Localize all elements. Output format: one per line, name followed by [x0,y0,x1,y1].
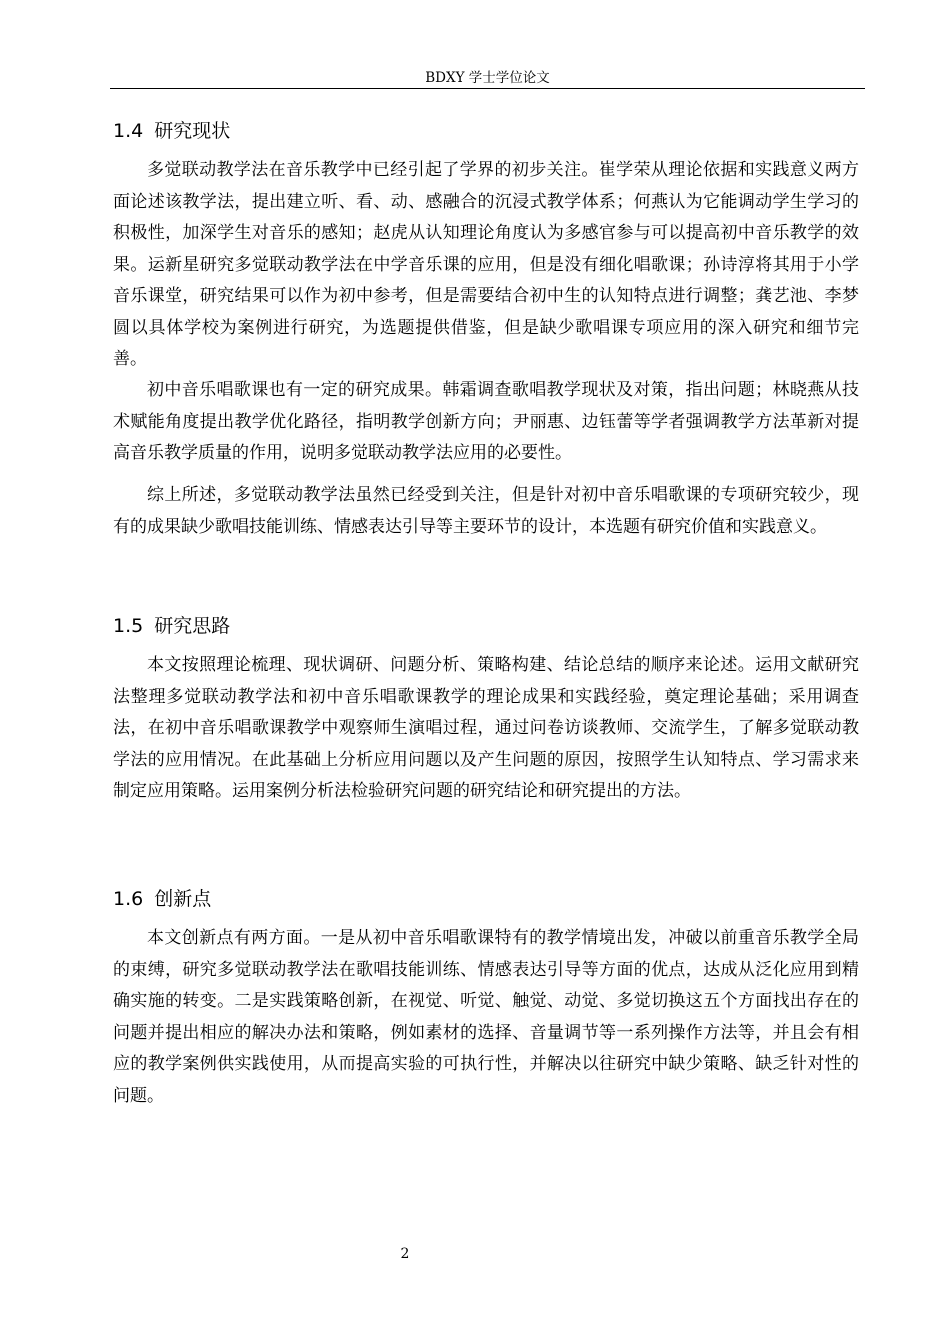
paragraph: 本文按照理论梳理、现状调研、问题分析、策略构建、结论总结的顺序来论述。运用文献研究法整理多觉联动教学法和初中音乐唱歌课教学的理论成果和实践经验，奠定理论基础；采用调查法，在初中音乐唱歌课教学中观察师生演唱过程，通过问卷访谈教师、交流学生，了解多觉联动教学法的应用情况。在此基础上分析应用问题以及产生问题的原因，按照学生认知特点、学习需求来制定应用策略。运用案例分析法检验研究问题的研究结论和研究提出的方法。 [113,655,859,801]
section-number: 1.6 [113,888,144,910]
section-heading-1-4 [113,117,230,145]
section-heading-1-6 [113,885,211,913]
section-number: 1.4 [113,120,144,142]
paragraph: 初中音乐唱歌课也有一定的研究成果。韩霜调查歌唱教学现状及对策，指出问题；林晓燕从技术赋能角度提出教学优化路径，指明教学创新方向；尹丽惠、边钰蕾等学者强调教学方法革新对提高音乐教学质量的作用，说明多觉联动教学法应用的必要性。 [113,380,859,463]
paragraph: 综上所述，多觉联动教学法虽然已经受到关注，但是针对初中音乐唱歌课的专项研究较少，现有的成果缺少歌唱技能训练、情感表达引导等主要环节的设计，本选题有研究价值和实践意义。 [113,485,859,537]
page-number: 2 [400,1246,410,1262]
paragraph: 本文创新点有两方面。一是从初中音乐唱歌课特有的教学情境出发，冲破以前重音乐教学全局的束缚，研究多觉联动教学法在歌唱技能训练、情感表达引导等方面的优点，达成从泛化应用到精确实施的转变。二是实践策略创新，在视觉、听觉、触觉、动觉、多觉切换这五个方面找出存在的问题并提出相应的解决办法和策略，例如素材的选择、音量调节等一系列操作方法等，并且会有相应的教学案例供实践使用，从而提高实验的可执行性，并解决以往研究中缺少策略、缺乏针对性的问题。 [113,928,859,1106]
paragraph: 多觉联动教学法在音乐教学中已经引起了学界的初步关注。崔学荣从理论依据和实践意义两方面论述该教学法，提出建立听、看、动、感融合的沉浸式教学体系；何燕认为它能调动学生学习的积极性，加深学生对音乐的感知；赵虎从认知理论角度认为多感官参与可以提高初中音乐教学的效果。运新星研究多觉联动教学法在中学音乐课的应用，但是没有细化唱歌课；孙诗淳将其用于小学音乐课堂，研究结果可以作为初中参考，但是需要结合初中生的认知特点进行调整；龚艺池、李梦圆以具体学校为案例进行研究，为选题提供借鉴，但是缺少歌唱课专项应用的深入研究和细节完善。 [113,160,859,369]
running-header: BDXY 学士学位论文 [425,70,550,86]
section-number: 1.5 [113,615,144,637]
section-title: 创新点 [154,888,212,910]
section-title: 研究现状 [154,120,231,142]
header-rule [110,88,865,89]
section-title: 研究思路 [154,615,231,637]
section-heading-1-5 [113,612,230,640]
